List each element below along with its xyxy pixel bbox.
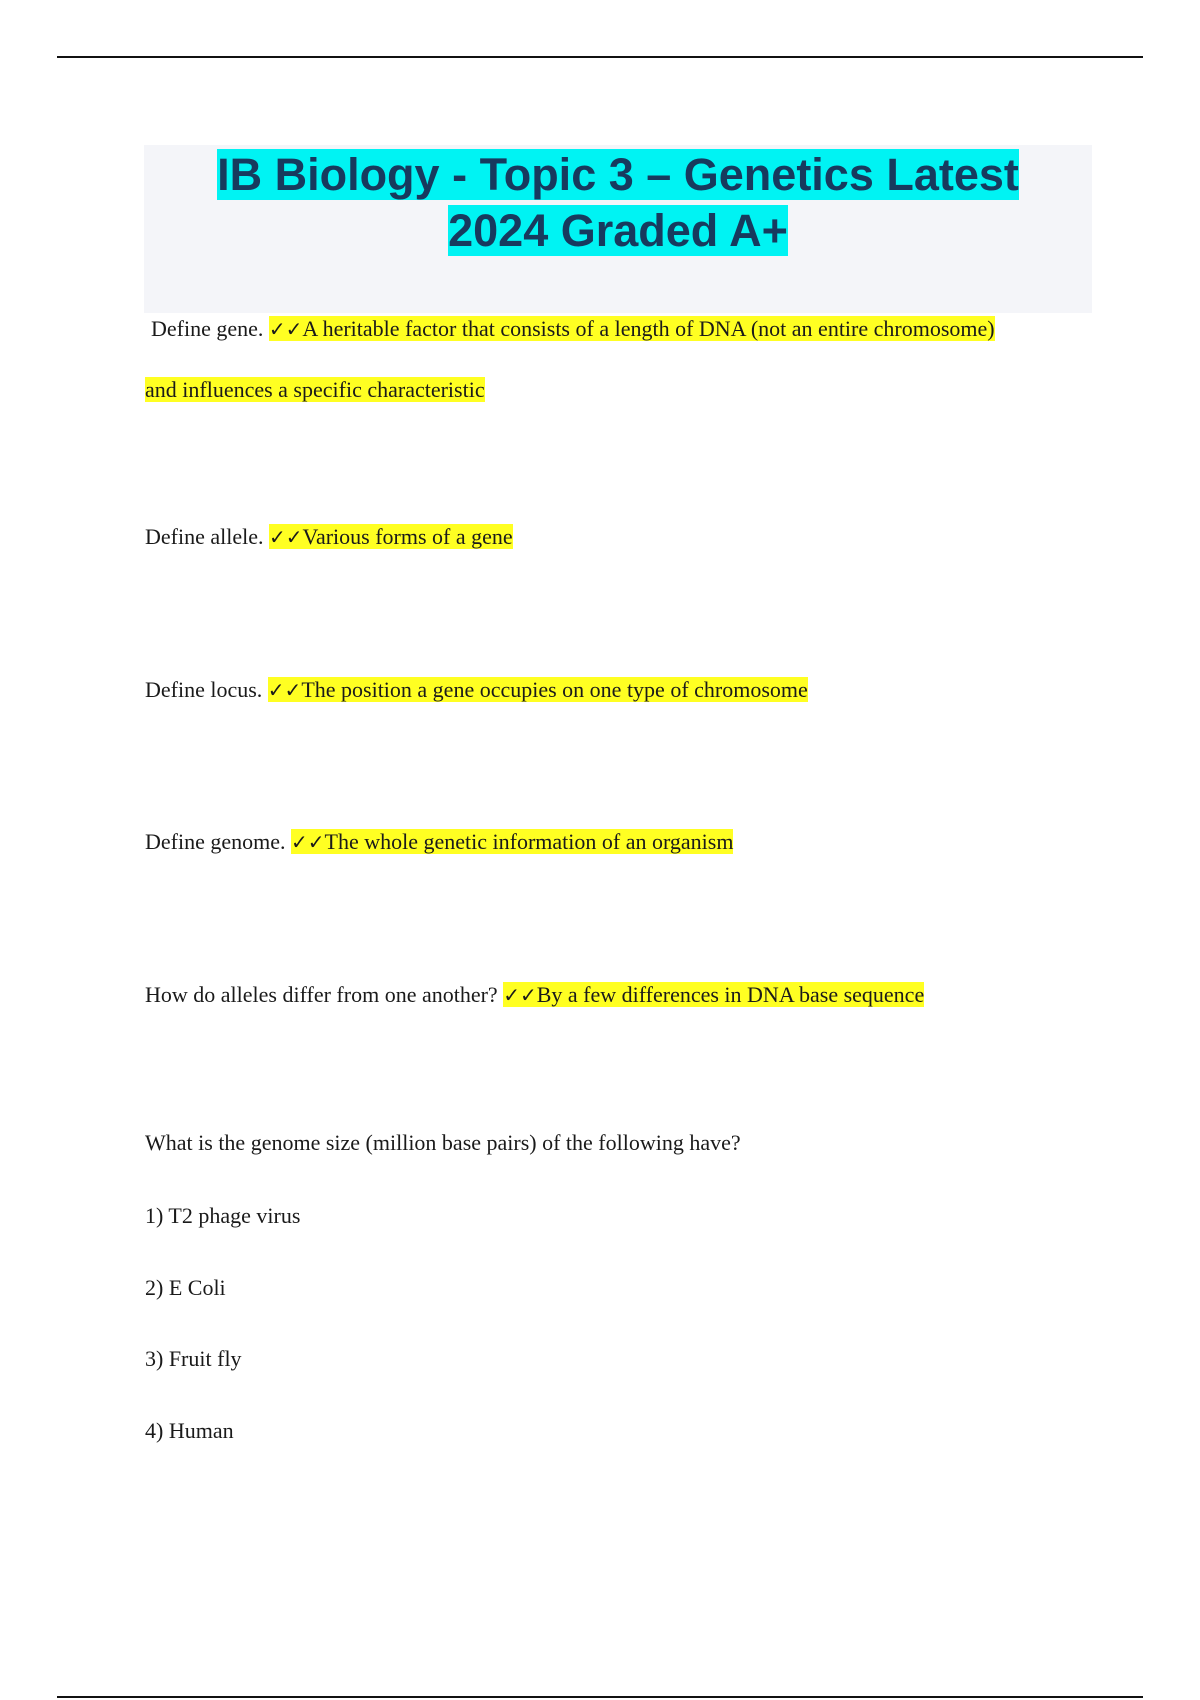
title-line-2: 2024 Graded A+ [448, 205, 788, 256]
qa-gene-line-1 [151, 314, 995, 344]
qa-gene-line-2 [145, 375, 485, 405]
question-text: Define genome. [145, 829, 286, 854]
double-check-icon: ✓✓ [291, 830, 325, 854]
answer-text: ✓✓The whole genetic information of an organism [291, 829, 734, 854]
qa-genome [145, 827, 733, 857]
double-check-icon: ✓✓ [269, 525, 303, 549]
qa-locus [145, 675, 808, 705]
question-text: Define locus. [145, 677, 263, 702]
double-check-icon: ✓✓ [503, 983, 537, 1007]
question-text: Define allele. [145, 524, 264, 549]
list-item: 4) Human [145, 1418, 234, 1443]
answer-text: ✓✓The position a gene occupies on one type of chromosome [267, 677, 808, 702]
top-rule [57, 56, 1143, 58]
answer-text: ✓✓Various forms of a gene [269, 524, 513, 549]
bottom-rule [57, 1696, 1143, 1698]
question-text: Define gene. [151, 316, 264, 341]
qa-allele-difference [145, 980, 924, 1010]
qa-allele [145, 522, 513, 552]
title-block [144, 145, 1092, 313]
double-check-icon: ✓✓ [267, 678, 302, 702]
question-text: How do alleles differ from one another? [145, 982, 498, 1007]
answer-text: ✓✓A heritable factor that consists of a length of DNA (not an entire chromosome) [268, 316, 995, 341]
list-item: 3) Fruit fly [145, 1346, 242, 1371]
list-item: 1) T2 phage virus [145, 1203, 301, 1228]
double-check-icon: ✓✓ [268, 317, 303, 341]
document-title [144, 145, 1092, 259]
question-genome-size: What is the genome size (million base pairs) of the following have? [145, 1130, 741, 1155]
title-line-1: IB Biology - Topic 3 – Genetics Latest [217, 149, 1019, 200]
list-item: 2) E Coli [145, 1275, 226, 1300]
answer-continuation: and influences a specific characteristic [145, 377, 485, 402]
answer-text: ✓✓By a few differences in DNA base sequence [503, 982, 925, 1007]
